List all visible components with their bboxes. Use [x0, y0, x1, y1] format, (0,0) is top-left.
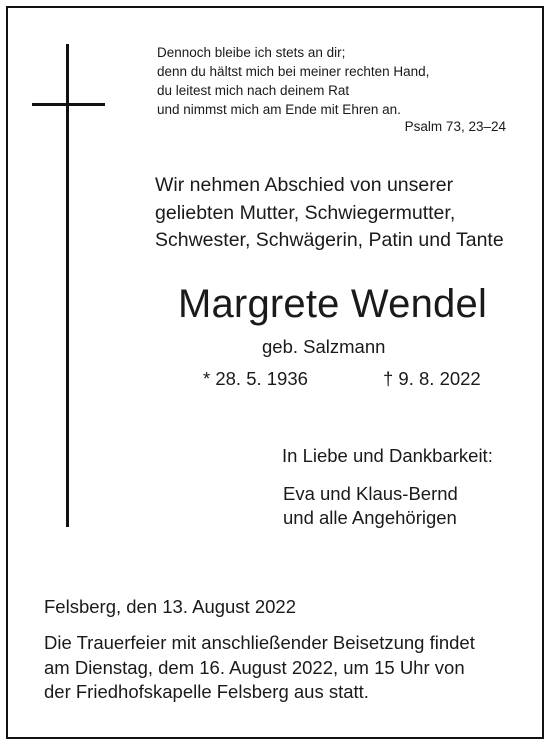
maiden-name: geb. Salzmann [262, 336, 386, 357]
mourner-line: Eva und Klaus-Bernd [283, 483, 458, 504]
service-line: Die Trauerfeier mit anschließender Beisetzung findet [44, 632, 475, 653]
service-line: am Dienstag, dem 16. August 2022, um 15 Uhr von [44, 656, 465, 678]
service-line: der Friedhofskapelle Felsberg aus statt. [44, 681, 369, 702]
psalm-line: und nimmst mich am Ende mit Ehren an. [157, 102, 401, 117]
mourners-list [283, 482, 458, 529]
deceased-name: Margrete Wendel [177, 282, 488, 326]
farewell-intro [155, 172, 504, 255]
intro-line: Wir nehmen Abschied von unserer [155, 174, 454, 196]
death-date: † 9. 8. 2022 [383, 368, 481, 389]
cross-horizontal-bar [32, 103, 105, 106]
psalm-line: du leitest mich nach deinem Rat [157, 83, 350, 98]
mourners-heading: In Liebe und Dankbarkeit: [282, 445, 493, 466]
psalm-line: denn du hältst mich bei meiner rechten Hand, [157, 64, 430, 79]
funeral-service-info [44, 631, 475, 705]
place-and-date: Felsberg, den 13. August 2022 [44, 596, 296, 617]
birth-date: * 28. 5. 1936 [203, 368, 308, 389]
psalm-reference: Psalm 73, 23–24 [404, 119, 506, 134]
intro-line: geliebten Mutter, Schwiegermutter, [155, 201, 456, 224]
psalm-verse [157, 43, 429, 119]
intro-line: Schwester, Schwägerin, Patin und Tante [155, 229, 504, 251]
mourner-line: und alle Angehörigen [283, 506, 457, 528]
psalm-line: Dennoch bleibe ich stets an dir; [157, 45, 346, 60]
